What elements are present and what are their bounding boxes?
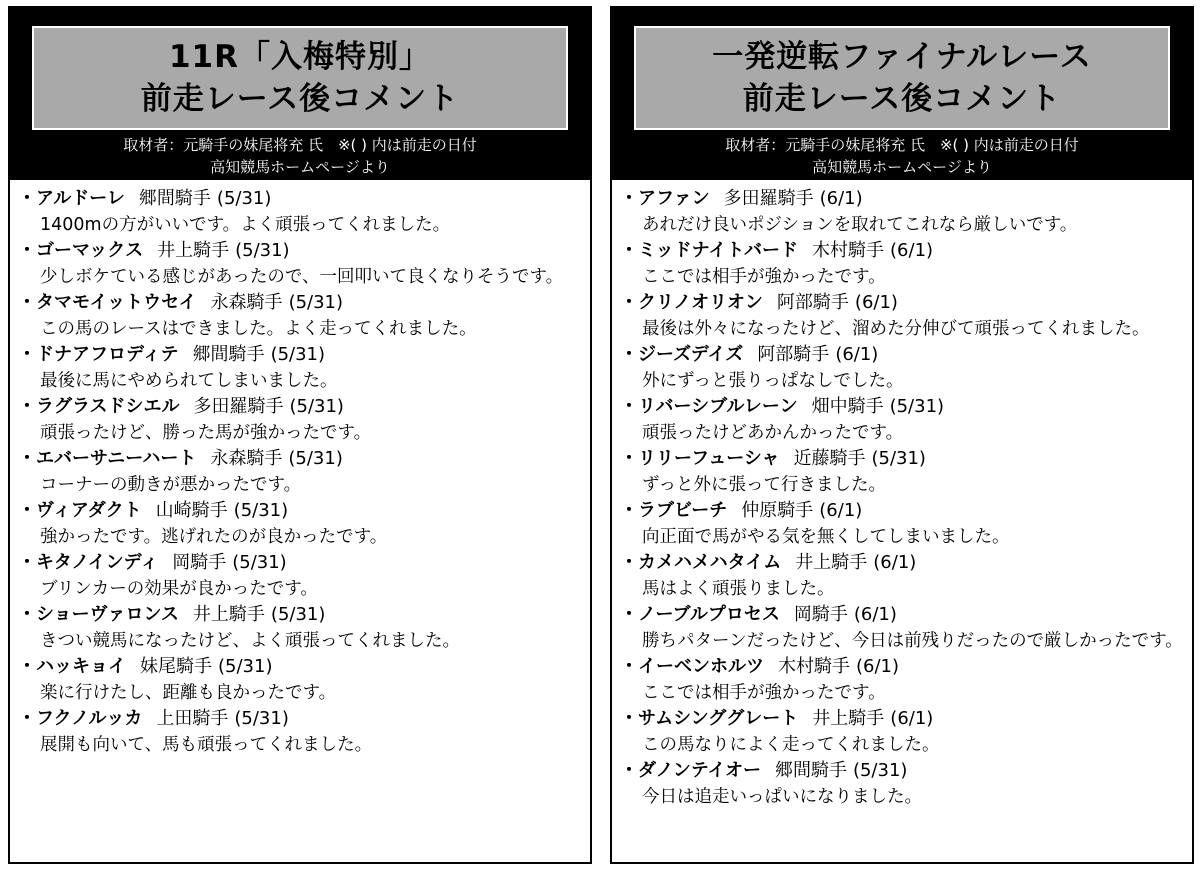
race-date: (5/31) bbox=[235, 240, 290, 261]
entry-heading bbox=[620, 550, 1186, 576]
race-date: (6/1) bbox=[819, 188, 863, 209]
comment-entry bbox=[18, 186, 584, 238]
horse-name: ・リバーシブルレーン bbox=[620, 396, 798, 417]
comment-entry bbox=[620, 290, 1186, 342]
jockey-name: 妹尾騎手 bbox=[140, 656, 212, 677]
entry-heading bbox=[620, 238, 1186, 264]
race-date: (6/1) bbox=[856, 656, 900, 677]
comment-entry bbox=[18, 550, 584, 602]
entry-comment: 馬はよく頑張りました。 bbox=[642, 579, 835, 599]
jockey-name: 仲原騎手 bbox=[741, 500, 814, 521]
entry-heading bbox=[18, 498, 584, 524]
comment-entry bbox=[620, 446, 1186, 498]
jockey-name: 郷間騎手 bbox=[138, 188, 211, 209]
race-date: (6/1) bbox=[853, 604, 897, 625]
horse-name: ・ラグラスドシエル bbox=[18, 396, 180, 417]
entry-heading bbox=[620, 394, 1186, 420]
horse-name: ・ダノンテイオー bbox=[620, 760, 761, 781]
entry-heading bbox=[620, 654, 1186, 680]
comment-entry bbox=[18, 342, 584, 394]
entry-heading bbox=[18, 290, 584, 316]
jockey-name: 岡騎手 bbox=[172, 552, 227, 573]
race-date: (5/31) bbox=[233, 500, 289, 521]
comment-entry bbox=[620, 238, 1186, 290]
horse-name: ・ミッドナイトバード bbox=[620, 240, 799, 261]
entry-heading bbox=[18, 602, 584, 628]
entry-heading bbox=[18, 654, 584, 680]
right-title-line1: 一発逆転ファイナルレース bbox=[712, 39, 1092, 75]
race-date: (6/1) bbox=[854, 292, 898, 313]
horse-name: ・アルドーレ bbox=[18, 188, 125, 209]
entry-comment: 最後に馬にやめられてしまいました。 bbox=[40, 371, 338, 391]
horse-name: ・タマモイットウセイ bbox=[18, 292, 197, 313]
left-title-line1: 11R「入梅特別」 bbox=[168, 39, 431, 75]
entry-comment: 展開も向いて、馬も頑張ってくれました。 bbox=[40, 735, 373, 755]
comment-entry bbox=[620, 186, 1186, 238]
right-panel bbox=[610, 6, 1194, 864]
horse-name: ・カメハメハタイム bbox=[620, 552, 782, 573]
race-date: (5/31) bbox=[232, 552, 287, 573]
jockey-name: 井上騎手 bbox=[812, 708, 885, 729]
comment-entry bbox=[18, 238, 584, 290]
jockey-name: 山崎騎手 bbox=[155, 500, 228, 521]
race-date: (6/1) bbox=[873, 552, 917, 573]
entry-comment: 外にずっと張りっぱなしでした。 bbox=[642, 371, 904, 391]
race-date: (6/1) bbox=[819, 500, 863, 521]
jockey-name: 井上騎手 bbox=[157, 240, 230, 261]
comment-entry bbox=[620, 394, 1186, 446]
right-credit-line2: 高知競馬ホームページより bbox=[812, 158, 992, 176]
entry-comment: 頑張ったけどあかんかったです。 bbox=[642, 423, 904, 443]
entry-comment: 強かったです。逃げれたのが良かったです。 bbox=[40, 527, 388, 547]
entry-heading bbox=[18, 706, 584, 732]
right-panel-header bbox=[612, 8, 1192, 180]
entry-comment: この馬なりによく走ってくれました。 bbox=[642, 735, 940, 755]
left-title-line2: 前走レース後コメント bbox=[140, 81, 460, 117]
entry-comment: この馬のレースはできました。よく走ってくれました。 bbox=[40, 319, 477, 339]
horse-name: ・リリーフューシャ bbox=[620, 448, 780, 469]
jockey-name: 岡騎手 bbox=[793, 604, 848, 625]
jockey-name: 阿部騎手 bbox=[757, 344, 830, 365]
race-date: (5/31) bbox=[288, 292, 344, 313]
entry-comment: きつい競馬になったけど、よく頑張ってくれました。 bbox=[40, 631, 460, 651]
entry-heading bbox=[620, 446, 1186, 472]
race-date: (6/1) bbox=[890, 240, 934, 261]
entry-comment: 少しボケている感じがあったので、一回叩いて良くなりそうです。 bbox=[40, 267, 564, 287]
horse-name: ・キタノインディ bbox=[18, 552, 159, 573]
comment-entry bbox=[18, 654, 584, 706]
jockey-name: 多田羅騎手 bbox=[723, 188, 814, 209]
jockey-name: 近藤騎手 bbox=[793, 448, 866, 469]
entry-comment: 楽に行けたし、距離も良かったです。 bbox=[40, 683, 337, 703]
left-credit-line1: 取材者：元騎手の妹尾将充 氏 ※( ) 内は前走の日付 bbox=[123, 136, 477, 154]
comment-entry bbox=[620, 342, 1186, 394]
race-date: (6/1) bbox=[890, 708, 934, 729]
comment-entry bbox=[620, 602, 1186, 654]
race-date: (5/31) bbox=[234, 708, 289, 729]
jockey-name: 郷間騎手 bbox=[774, 760, 847, 781]
race-date: (5/31) bbox=[871, 448, 926, 469]
jockey-name: 木村騎手 bbox=[778, 656, 850, 677]
entry-comment: ここでは相手が強かったです。 bbox=[642, 267, 886, 287]
jockey-name: 郷間騎手 bbox=[192, 344, 265, 365]
horse-name: ・ノーブルプロセス bbox=[620, 604, 780, 625]
race-date: (5/31) bbox=[852, 760, 908, 781]
entry-comment: あれだけ良いポジションを取れてこれなら厳しいです。 bbox=[642, 215, 1078, 235]
entry-comment: ここでは相手が強かったです。 bbox=[642, 683, 886, 703]
jockey-name: 井上騎手 bbox=[795, 552, 868, 573]
comment-entry bbox=[620, 550, 1186, 602]
horse-name: ・クリノオリオン bbox=[620, 292, 763, 313]
right-entry-list bbox=[612, 180, 1192, 810]
entry-comment: 1400mの方がいいです。よく頑張ってくれました。 bbox=[40, 215, 451, 235]
entry-comment: 最後は外々になったけど、溜めた分伸びて頑張ってくれました。 bbox=[642, 319, 1150, 339]
race-date: (5/31) bbox=[218, 656, 273, 677]
jockey-name: 木村騎手 bbox=[812, 240, 885, 261]
entry-heading bbox=[18, 238, 584, 264]
race-date: (5/31) bbox=[289, 396, 344, 417]
entry-heading bbox=[18, 394, 584, 420]
entry-comment: 勝ちパターンだったけど、今日は前残りだったので厳しかったです。 bbox=[642, 631, 1183, 651]
horse-name: ・イーベンホルツ bbox=[620, 656, 764, 677]
horse-name: ・アファン bbox=[620, 188, 710, 209]
entry-heading bbox=[18, 550, 584, 576]
race-date: (5/31) bbox=[270, 604, 326, 625]
entry-comment: ずっと外に張って行きました。 bbox=[642, 475, 886, 495]
race-date: (5/31) bbox=[889, 396, 945, 417]
race-date: (5/31) bbox=[270, 344, 326, 365]
horse-name: ・サムシンググレート bbox=[620, 708, 799, 729]
horse-name: ・フクノルッカ bbox=[18, 708, 143, 729]
entry-heading bbox=[620, 758, 1186, 784]
jockey-name: 阿部騎手 bbox=[776, 292, 849, 313]
comment-entry bbox=[18, 706, 584, 758]
entry-heading bbox=[620, 602, 1186, 628]
race-date: (6/1) bbox=[835, 344, 879, 365]
horse-name: ・ジーズデイズ bbox=[620, 344, 744, 365]
entry-heading bbox=[18, 342, 584, 368]
entry-heading bbox=[620, 498, 1186, 524]
right-title-box bbox=[634, 26, 1170, 130]
jockey-name: 井上騎手 bbox=[192, 604, 265, 625]
entry-heading bbox=[620, 342, 1186, 368]
comment-entry bbox=[620, 706, 1186, 758]
horse-name: ・エバーサニーハート bbox=[18, 448, 197, 469]
entry-heading bbox=[18, 186, 584, 212]
right-title-line2: 前走レース後コメント bbox=[742, 81, 1062, 117]
comment-entry bbox=[18, 446, 584, 498]
entry-comment: 向正面で馬がやる気を無くしてしまいました。 bbox=[642, 527, 1010, 547]
jockey-name: 畑中騎手 bbox=[811, 396, 884, 417]
jockey-name: 永森騎手 bbox=[210, 292, 283, 313]
left-entry-list bbox=[10, 180, 590, 758]
entry-comment: 今日は追走いっぱいになりました。 bbox=[642, 787, 922, 807]
jockey-name: 多田羅騎手 bbox=[193, 396, 284, 417]
entry-heading bbox=[18, 446, 584, 472]
horse-name: ・ハッキョイ bbox=[18, 656, 126, 677]
comment-entry bbox=[18, 290, 584, 342]
left-panel-header bbox=[10, 8, 590, 180]
left-title-box bbox=[32, 26, 568, 130]
entry-heading bbox=[620, 290, 1186, 316]
horse-name: ・ヴィアダクト bbox=[18, 500, 142, 521]
entry-comment: ブリンカーの効果が良かったです。 bbox=[40, 579, 318, 599]
horse-name: ・ショーヴァロンス bbox=[18, 604, 179, 625]
entry-heading bbox=[620, 186, 1186, 212]
entry-comment: 頑張ったけど、勝った馬が強かったです。 bbox=[40, 423, 372, 443]
race-date: (5/31) bbox=[216, 188, 272, 209]
horse-name: ・ドナアフロディテ bbox=[18, 344, 179, 365]
jockey-name: 上田騎手 bbox=[156, 708, 229, 729]
right-credit-line1: 取材者：元騎手の妹尾将充 氏 ※( ) 内は前走の日付 bbox=[725, 136, 1079, 154]
jockey-name: 永森騎手 bbox=[210, 448, 283, 469]
race-date: (5/31) bbox=[288, 448, 343, 469]
comment-entry bbox=[18, 498, 584, 550]
entry-heading bbox=[620, 706, 1186, 732]
entry-comment: コーナーの動きが悪かったです。 bbox=[40, 475, 302, 495]
horse-name: ・ラブビーチ bbox=[620, 500, 728, 521]
left-panel bbox=[8, 6, 592, 864]
comment-entry bbox=[620, 498, 1186, 550]
horse-name: ・ゴーマックス bbox=[18, 240, 144, 261]
comment-entry bbox=[18, 394, 584, 446]
left-credit-line2: 高知競馬ホームページより bbox=[210, 158, 390, 176]
comment-entry bbox=[18, 602, 584, 654]
comment-entry bbox=[620, 758, 1186, 810]
comment-entry bbox=[620, 654, 1186, 706]
